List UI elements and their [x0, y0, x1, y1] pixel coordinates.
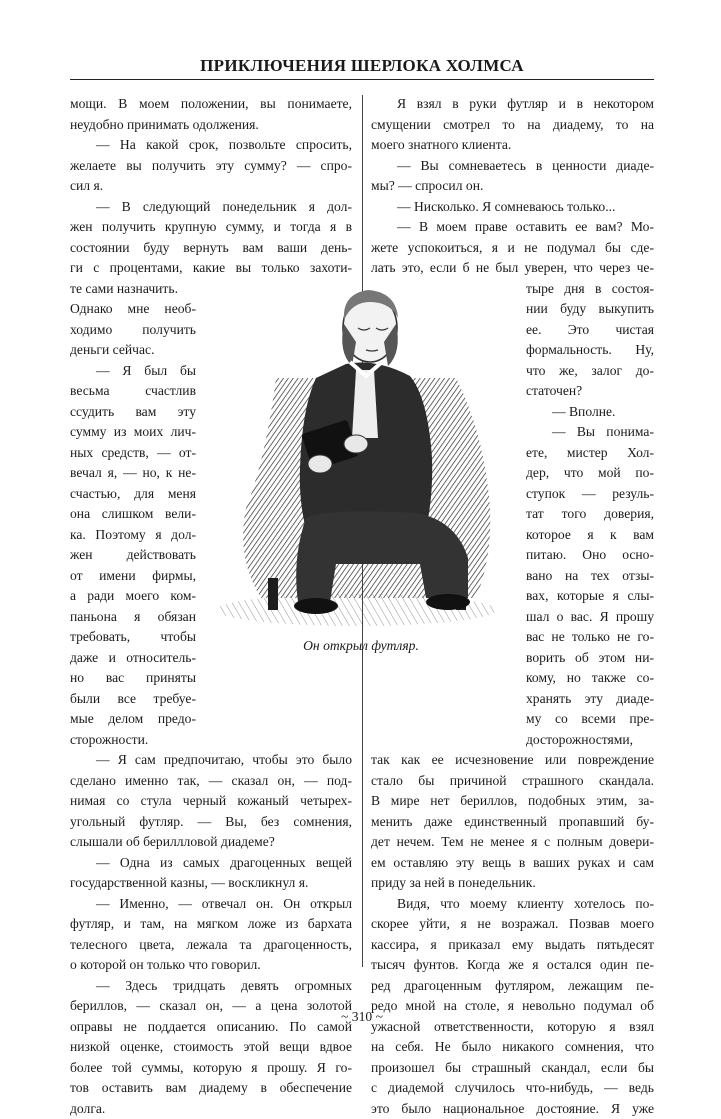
- text-line: сил я.: [70, 178, 104, 193]
- illustration-caption: Он открыл футляр.: [303, 638, 419, 653]
- text-line: мощи. В моем положении, вы понимаете,: [70, 96, 352, 111]
- text-line: долга.: [70, 1100, 106, 1116]
- text-line: питаю. Оно осно-: [526, 547, 654, 562]
- text-line: хранять эту диаде-: [526, 690, 654, 706]
- text-line: ете, мистер Хол-: [526, 444, 654, 460]
- text-line: ступок — резуль-: [526, 485, 654, 501]
- text-line: те сами назначить.: [70, 280, 178, 296]
- text-line: состоянии буду вернуть вам ваши день-: [70, 239, 352, 255]
- text-line: но вас приняты: [70, 670, 196, 685]
- text-line: низкой оценке, стоимость этой вещи вдвое: [70, 1039, 352, 1054]
- text-line: с диадемой случилось что-нибудь, — ведь: [371, 1080, 654, 1095]
- text-line: дер, что мой по-: [526, 465, 654, 480]
- text-line: оправы не поддается описанию. По самой: [70, 1018, 352, 1034]
- text-line: были все требуе-: [70, 690, 196, 706]
- text-line: му со всеми пре-: [526, 711, 654, 726]
- text-line: Видя, что моему клиенту хотелось по-: [397, 895, 654, 911]
- text-line: которое я к вам: [526, 526, 654, 542]
- text-line: моего знатного клиента.: [371, 137, 512, 152]
- text-line: жен получить крупную сумму, и тогда я в: [70, 219, 352, 234]
- text-line: сумму из моих лич-: [70, 424, 196, 439]
- text-line: кассира, я приказал ему выдать пятьдесят: [371, 936, 654, 952]
- text-line: статочен?: [526, 383, 583, 398]
- text-line: ссудить вам эту: [70, 403, 196, 419]
- text-line: — Вы понима-: [552, 424, 654, 439]
- text-line: — В моем праве оставить ее вам? Мо-: [397, 219, 654, 234]
- text-line: произошел бы страшный скандал, если бы: [371, 1059, 654, 1075]
- text-line: что же, залог до-: [526, 362, 654, 378]
- text-line: о которой он только что говорил.: [70, 957, 261, 972]
- text-line: Однако мне необ-: [70, 301, 196, 316]
- text-line: жен действовать: [70, 547, 196, 562]
- page-number: ~ 310 ~: [341, 1009, 383, 1024]
- text-line: ее. Это чистая: [526, 321, 654, 337]
- text-line: — В следующий понедельник я дол-: [96, 198, 352, 214]
- text-line: ем оставляю эту вещь в ваших руках и сам: [371, 854, 654, 870]
- text-line: вах, которые я слы-: [526, 588, 654, 603]
- text-line: досторожностями,: [526, 731, 634, 747]
- text-line: мые делом предо-: [70, 711, 196, 726]
- text-line: тыре дня в состоя-: [526, 280, 654, 296]
- text-line: вас не только не го-: [526, 629, 654, 644]
- text-line: деньги сейчас.: [70, 342, 155, 357]
- text-line: ка. Поэтому я дол-: [70, 526, 196, 542]
- text-line: она слишком вели-: [70, 506, 196, 521]
- text-line: мы? — спросил он.: [371, 178, 484, 193]
- text-line: от имени фирмы,: [70, 567, 196, 583]
- text-line: — Вполне.: [552, 403, 616, 419]
- text-line: вано на тех отзы-: [526, 567, 654, 583]
- text-line: В мире нет бериллов, подобных этим, за-: [371, 793, 654, 808]
- text-line: ных средств, — от-: [70, 444, 196, 460]
- text-line: лать это, если б не был уверен, что через че-: [371, 260, 654, 275]
- text-line: бериллов, — сказал он, — а цена золотой: [70, 998, 352, 1013]
- text-line: ужасной ответственности, которую я взял: [371, 1018, 654, 1034]
- text-line: телесного цвета, лежала та драгоценность,: [70, 936, 352, 952]
- text-line: тов оставить вам диадему в обеспечение: [70, 1080, 352, 1095]
- text-line: формальность. Ну,: [526, 342, 654, 357]
- text-line: смущении смотрел то на диадему, то на: [371, 116, 654, 132]
- text-line: — Нисколько. Я сомневаюсь только...: [397, 198, 616, 214]
- text-line: стало бы причиной страшного скандала.: [371, 772, 654, 788]
- text-line: футляр, и там, на мягком ложе из бархата: [70, 916, 352, 931]
- text-line: жете успокоиться, я и не подумал бы сде-: [371, 239, 654, 255]
- text-line: — Одна из самых драгоценных вещей: [96, 854, 352, 870]
- text-line: менить даже единственный пропавший бу-: [371, 813, 654, 829]
- text-line: нии буду выкупить: [526, 301, 654, 316]
- text-line: дет нечем. Тем не менее я с полным довери-: [371, 834, 654, 849]
- text-line: сделано именно так, — сказал он, — под-: [70, 772, 352, 788]
- text-line: более той суммы, которую я прошу. Я го-: [70, 1059, 352, 1075]
- text-line: государственной казны, — воскликнул я.: [70, 875, 309, 890]
- text-line: тат того доверия,: [526, 506, 654, 521]
- text-line: кому, но также со-: [526, 670, 654, 685]
- text-line: Я взял в руки футляр и в некотором: [397, 96, 654, 111]
- text-line: ходимо получить: [70, 321, 196, 337]
- text-line: на себя. Не было никакого сомнения, что: [371, 1039, 654, 1054]
- text-line: ги с процентами, какие вы только захоти-: [70, 260, 352, 275]
- text-line: скорее уйти, я не возражал. Позвав моего: [371, 916, 654, 931]
- text-line: — Именно, — отвечал он. Он открыл: [96, 895, 352, 911]
- text-line: счастью, для меня: [70, 485, 196, 501]
- running-header: ПРИКЛЮЧЕНИЯ ШЕРЛОКА ХОЛМСА: [200, 56, 524, 75]
- text-line: так как ее исчезновение или повреждение: [371, 752, 654, 767]
- text-line: — Я сам предпочитаю, чтобы это было: [96, 752, 352, 767]
- text-line: даже и относитель-: [70, 649, 196, 665]
- text-line: нимая со стула черный кожаный четырех-: [70, 793, 352, 808]
- text-line: слышали об бериллловой диадеме?: [70, 834, 275, 849]
- text-line: это было национальное достояние. Я уже: [371, 1100, 654, 1116]
- text-line: редо мной на столе, я невольно подумал об: [371, 998, 654, 1013]
- text-line: — Я был бы: [96, 362, 196, 378]
- text-line: вечал я, — но, к не-: [70, 465, 196, 480]
- text-line: ред драгоценным футляром, лежащим пе-: [371, 977, 654, 993]
- text-line: приду за ней в понедельник.: [371, 875, 536, 890]
- text-line: сторожности.: [70, 731, 149, 747]
- text-line: — Здесь тридцать девять огромных: [96, 977, 352, 993]
- text-line: желаете вы получить эту сумму? — спро-: [70, 157, 352, 173]
- text-line: а ради моего ком-: [70, 588, 196, 603]
- text-line: тысяч фунтов. Когда же я остался один пе-: [371, 957, 654, 972]
- text-line: ворить об этом ни-: [526, 649, 654, 665]
- text-line: — На какой срок, позвольте спросить,: [96, 137, 352, 152]
- text-line: — Вы сомневаетесь в ценности диаде-: [397, 157, 654, 173]
- text-line: весьма счастлив: [70, 383, 196, 398]
- text-line: неудобно принимать одолжения.: [70, 116, 259, 132]
- header-rule: [70, 79, 654, 80]
- text-line: требовать, чтобы: [70, 629, 196, 644]
- text-line: шал о вас. Я прошу: [526, 608, 654, 624]
- text-line: паньона я обязан: [70, 608, 196, 624]
- text-line: угольный футляр. — Вы, без сомнения,: [70, 813, 352, 829]
- illustration-man-with-case: [206, 258, 518, 634]
